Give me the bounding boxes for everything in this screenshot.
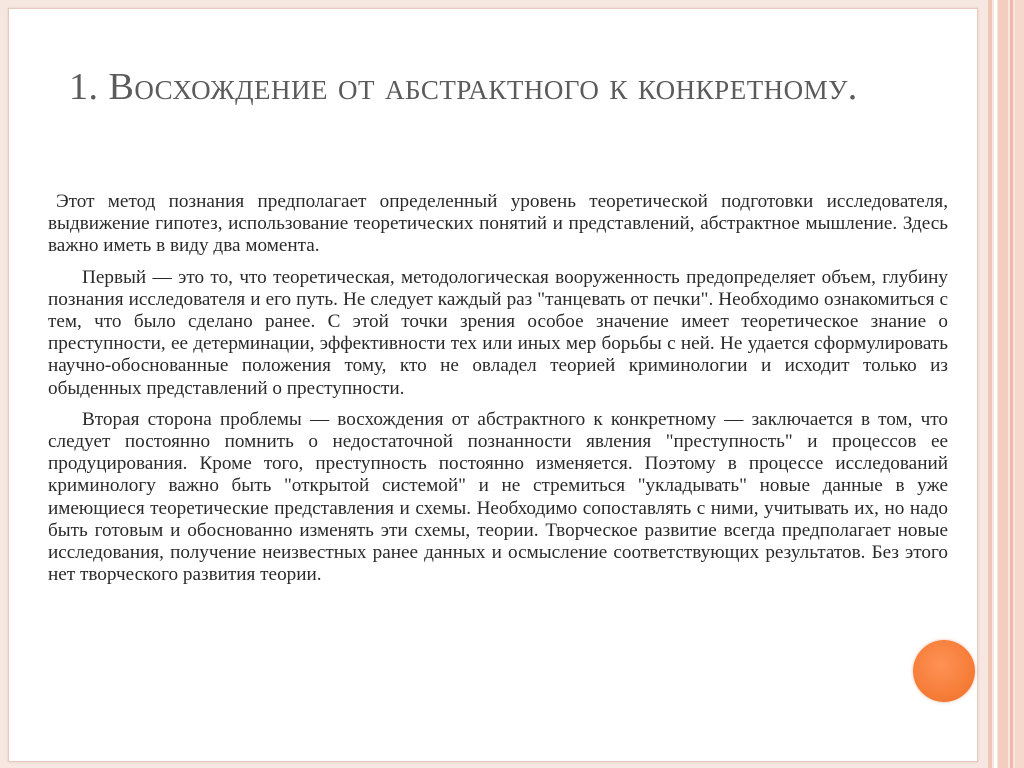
stripe <box>988 0 992 768</box>
stripe <box>998 0 1008 768</box>
paragraph-intro: Этот метод познания предполагает определенный уровень теоретической подготовки исследователя, выдвижение гипотез, использование теоретических понятий и представлений, абстрактное мышление. Здесь важно иметь в виду два момента. <box>48 191 948 257</box>
slide <box>8 8 978 762</box>
paragraph-second-point: Вторая сторона проблемы — восхождения от абстрактного к конкретному — заключается в том, что следует постоянно помнить о недостаточной познанности явления "преступность" и процессов ее продуцирования. Кроме того, преступность постоянно изменяется. Поэтому в процессе исследований криминологу важно быть "открытой системой" и не стремиться "укладывать" новые данные в уже имеющиеся теоретические представления и схемы. Необходимо сопоставлять с ними, учитывать их, но надо быть готовым и обоснованно изменять эти схемы, теории. Творческое развитие всегда предполагает новые исследования, получение неизвестных ранее данных и осмысление соответствующих результатов. Без этого нет творческого развития теории. <box>48 408 948 586</box>
paragraph-first-point: Первый — это то, что теоретическая, методологическая вооруженность предопределяет объем, глубину познания исследователя и его путь. Не следует каждый раз "танцевать от печки". Необходимо ознакомиться с тем, что было сделано ранее. С этой точки зрения особое значение имеет теоретическое знание о преступности, ее детерминации, эффективности тех или иных мер борьбы с ней. Не удается сформулировать научно-обоснованные положения тому, кто не овладел теорией криминологии и исходит только из обыденных представлений о преступности. <box>48 266 948 399</box>
stripe <box>1015 0 1024 768</box>
slide-title: 1. Восхождение от абстрактного к конкретному. <box>69 66 858 108</box>
decorative-stripes <box>984 0 1024 768</box>
slide-body <box>48 191 948 595</box>
stripe <box>1010 0 1013 768</box>
orange-circle-decoration <box>913 640 975 702</box>
stripe <box>994 0 997 768</box>
